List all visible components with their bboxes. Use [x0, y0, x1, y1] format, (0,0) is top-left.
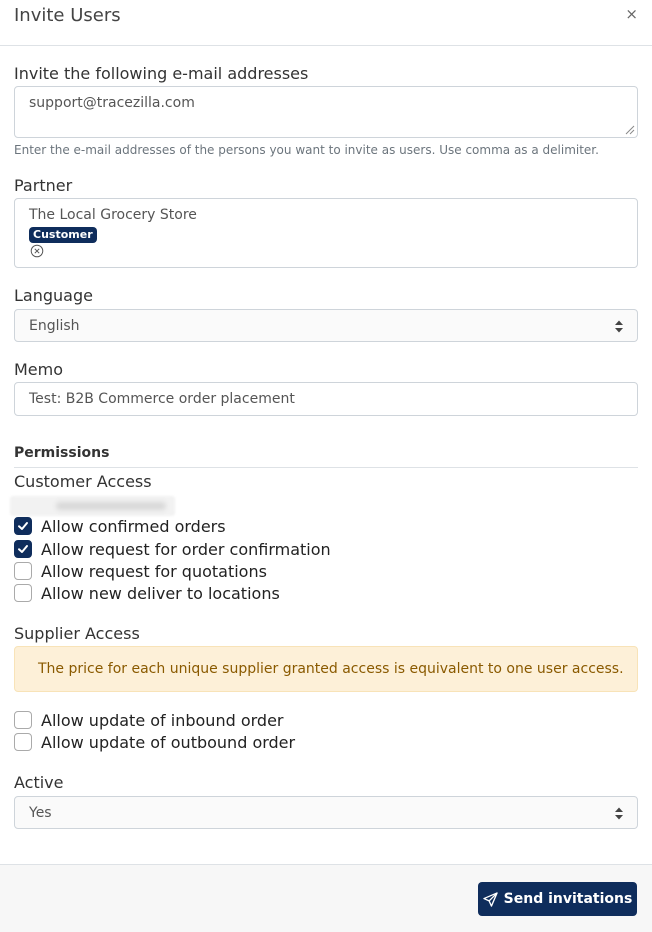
partner-field[interactable] — [14, 198, 638, 268]
supplier-price-alert — [14, 646, 638, 692]
section-divider — [14, 467, 638, 468]
emails-textarea[interactable] — [14, 86, 638, 138]
checkbox-allow-confirmed-orders[interactable] — [14, 516, 226, 536]
select-caret-icon — [615, 320, 623, 333]
memo-value: Test: B2B Commerce order placement — [29, 391, 295, 407]
resize-handle-icon[interactable] — [625, 125, 635, 135]
active-select[interactable] — [14, 796, 638, 829]
checkmark-icon — [17, 520, 29, 532]
partner-label: Partner — [14, 176, 73, 195]
language-selected: English — [29, 318, 80, 334]
checkbox-allow-order-confirmation[interactable] — [14, 539, 331, 559]
checkbox[interactable] — [14, 711, 32, 729]
checkbox[interactable] — [14, 584, 32, 602]
checkbox-allow-inbound-update[interactable] — [14, 710, 283, 730]
checkbox-label: Allow request for order confirmation — [41, 539, 331, 559]
partner-value: The Local Grocery Store — [29, 207, 197, 223]
checkbox[interactable] — [14, 517, 32, 535]
dialog-header — [0, 0, 652, 46]
checkbox[interactable] — [14, 562, 32, 580]
emails-help: Enter the e-mail addresses of the persons you want to invite as users. Use comma as a delimiter. — [14, 143, 599, 157]
emails-label: Invite the following e-mail addresses — [14, 64, 309, 83]
checkbox-allow-quotations[interactable] — [14, 561, 267, 581]
checkbox-allow-outbound-update[interactable] — [14, 732, 295, 752]
permissions-heading: Permissions — [14, 445, 110, 461]
active-selected: Yes — [29, 805, 52, 821]
dialog-footer — [0, 865, 652, 932]
remove-circle-icon[interactable] — [30, 244, 44, 258]
checkmark-icon — [17, 543, 29, 555]
checkbox[interactable] — [14, 540, 32, 558]
send-invitations-button[interactable] — [478, 882, 637, 916]
paper-plane-icon — [483, 892, 498, 907]
emails-value: support@tracezilla.com — [29, 95, 195, 111]
language-label: Language — [14, 286, 93, 305]
memo-input[interactable] — [14, 382, 638, 416]
supplier-access-label: Supplier Access — [14, 624, 140, 643]
checkbox-label: Allow confirmed orders — [41, 516, 226, 536]
select-caret-icon — [615, 807, 623, 820]
close-icon[interactable]: × — [625, 5, 638, 23]
partner-type-badge: Customer — [29, 227, 97, 243]
checkbox[interactable] — [14, 733, 32, 751]
checkbox-label: Allow update of outbound order — [41, 732, 296, 752]
checkbox-allow-new-locations[interactable] — [14, 583, 280, 603]
checkbox-label: Allow update of inbound order — [41, 710, 284, 730]
memo-label: Memo — [14, 360, 64, 379]
checkbox-label: Allow new deliver to locations — [41, 583, 280, 603]
language-select[interactable] — [14, 309, 638, 342]
redacted-text — [10, 496, 175, 516]
dialog-title: Invite Users — [14, 5, 121, 26]
active-label: Active — [14, 773, 64, 792]
checkbox-label: Allow request for quotations — [41, 561, 267, 581]
alert-text: The price for each unique supplier granted access is equivalent to one user access. — [38, 661, 624, 677]
send-invitations-label: Send invitations — [503, 891, 633, 907]
customer-access-label: Customer Access — [14, 472, 152, 491]
